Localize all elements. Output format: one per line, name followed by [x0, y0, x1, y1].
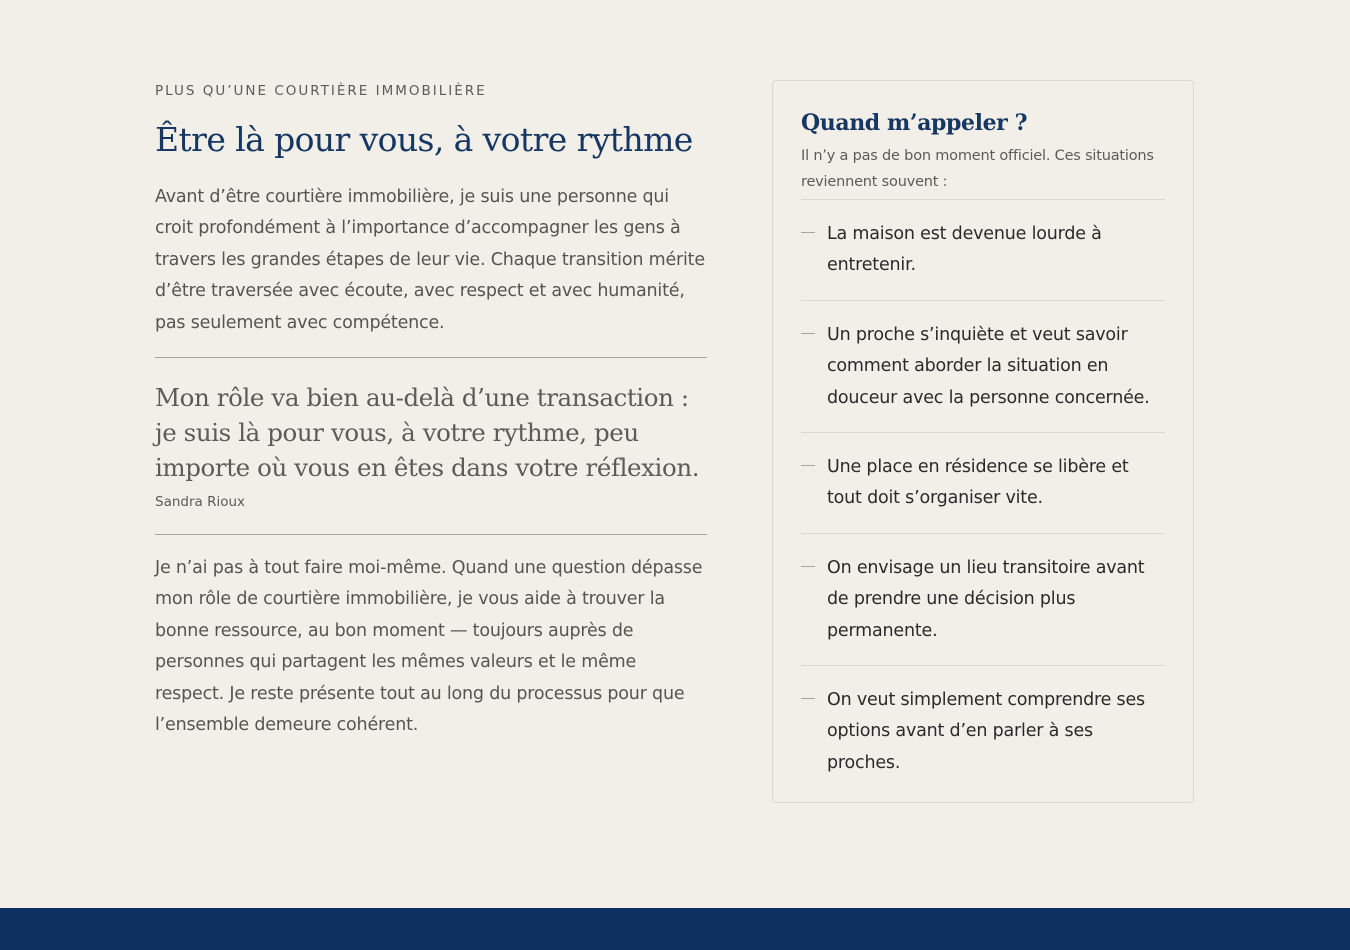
- section-title: Être là pour vous, à votre rythme: [155, 120, 693, 159]
- card-title: Quand m’appeler ?: [801, 110, 1028, 136]
- when-to-call-card: [772, 80, 1194, 803]
- quote-attribution: Sandra Rioux: [155, 494, 246, 511]
- footer-bar: [0, 908, 1350, 950]
- section-eyebrow: PLUS QU’UNE COURTIÈRE IMMOBILIÈRE: [155, 83, 487, 99]
- list-item-text: La maison est devenue lourde à entretenir.: [827, 224, 1102, 276]
- dash-icon: [801, 333, 815, 334]
- list-item-text: Un proche s’inquiète et veut savoir comment aborder la situation en douceur avec la personne concernée.: [827, 324, 1150, 408]
- card-intro: Il n’y a pas de bon moment officiel. Ces situations reviennent souvent :: [801, 148, 1154, 190]
- dash-icon: [801, 698, 815, 699]
- pull-quote: Mon rôle va bien au-delà d’une transaction : je suis là pour vous, à votre rythme, peu importe où vous en êtes dans votre réflexion.: [155, 383, 700, 483]
- list-item-text: On veut simplement comprendre ses options avant d’en parler à ses proches.: [827, 690, 1145, 773]
- dash-icon: [801, 566, 815, 567]
- body-paragraph: Je n’ai pas à tout faire moi-même. Quand une question dépasse mon rôle de courtière immobilière, je vous aide à trouver la bonne ressource, au bon moment — toujours auprès de personnes qui partagent les mêmes valeurs et le même respect. Je reste présente tout au long du processus pour que l’ensemble demeure cohérent.: [155, 558, 703, 736]
- about-section: [155, 82, 707, 741]
- divider: [155, 534, 707, 535]
- list-item: [801, 533, 1165, 665]
- list-item: [801, 300, 1165, 432]
- dash-icon: [801, 232, 815, 233]
- list-item: [801, 200, 1165, 300]
- list-item-text: Une place en résidence se libère et tout doit s’organiser vite.: [827, 457, 1129, 509]
- intro-paragraph: Avant d’être courtière immobilière, je suis une personne qui croit profondément à l’importance d’accompagner les gens à travers les grandes étapes de leur vie. Chaque transition mérite d’être traversée avec écoute, avec respect et avec humanité, pas seulement avec compétence.: [155, 187, 705, 333]
- list-item-text: On envisage un lieu transitoire avant de prendre une décision plus permanente.: [827, 557, 1145, 641]
- list-item: [801, 665, 1165, 797]
- dash-icon: [801, 465, 815, 466]
- situations-list: [801, 199, 1165, 797]
- divider: [155, 357, 707, 358]
- list-item: [801, 432, 1165, 533]
